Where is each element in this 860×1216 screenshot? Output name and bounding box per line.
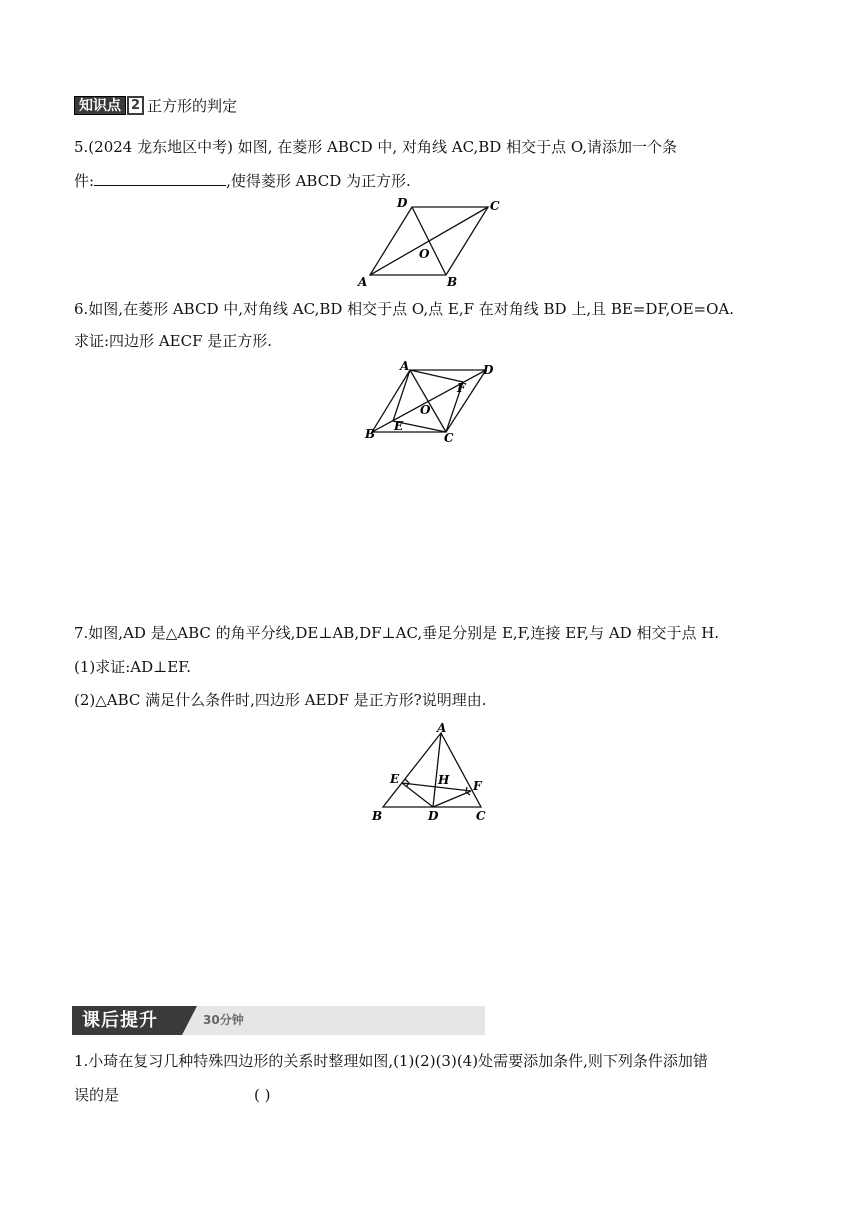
q7-label-d: D	[428, 809, 439, 823]
q6-label-a: A	[400, 359, 410, 373]
q7-label-c: C	[476, 809, 486, 823]
q5-label-d: D	[397, 196, 408, 210]
q6-label-e: E	[394, 419, 404, 433]
q5-label-c: C	[490, 199, 500, 213]
q6-label-f: F	[457, 381, 466, 395]
after-q1-line2	[74, 1085, 119, 1105]
q7-triangle-abc	[383, 733, 481, 807]
section-title: 课后提升	[82, 1010, 158, 1031]
q7-segment-ad	[433, 733, 441, 807]
q7-line2: (1)求证:AD⊥EF.	[74, 658, 192, 676]
knowledge-point-number: 2	[127, 96, 144, 115]
q7-line3: (2)△ABC 满足什么条件时,四边形 AEDF 是正方形?说明理由.	[74, 691, 487, 709]
q6-label-d: D	[483, 363, 494, 377]
q5-line2	[74, 171, 411, 191]
q7-label-b: B	[372, 809, 383, 823]
q7-figure	[362, 720, 502, 826]
q6-label-o: O	[420, 403, 431, 417]
after-q1-line2-text: 误的是	[74, 1086, 120, 1104]
q5-figure	[350, 196, 510, 288]
q5-answer-blank	[94, 171, 226, 186]
q5-label-b: B	[447, 275, 458, 288]
q7-label-e: E	[390, 772, 400, 786]
q6-line1: 6.如图,在菱形 ABCD 中,对角线 AC,BD 相交于点 O,点 E,F 在对角线 BD 上,且 BE=DF,OE=OA.	[74, 300, 735, 318]
knowledge-point-header	[74, 95, 237, 115]
after-q1-line1: 1.小琦在复习几种特殊四边形的关系时整理如图,(1)(2)(3)(4)处需要添加条件,则下列条件添加错	[74, 1052, 708, 1070]
after-q1-answer-paren: ( )	[254, 1086, 271, 1104]
q6-figure	[360, 358, 500, 444]
q7-segment-ef	[402, 783, 471, 791]
q5-line2-suffix: ,使得菱形 ABCD 为正方形.	[226, 172, 411, 190]
q6-line2: 求证:四边形 AECF 是正方形.	[74, 332, 273, 350]
section-time: 30分钟	[203, 1013, 244, 1027]
q5-label-o: O	[419, 247, 430, 261]
section-header	[72, 1006, 485, 1035]
q6-label-b: B	[365, 427, 376, 441]
q7-label-a: A	[437, 721, 447, 735]
q7-label-h: H	[438, 773, 450, 787]
q5-diagonal-bd	[412, 207, 446, 275]
q7-line1: 7.如图,AD 是△ABC 的角平分线,DE⊥AB,DF⊥AC,垂足分别是 E,F,连接 EF,与 AD 相交于点 H.	[74, 624, 720, 642]
q5-line1: 5.(2024 龙东地区中考) 如图, 在菱形 ABCD 中, 对角线 AC,BD 相交于点 O,请添加一个条	[74, 138, 678, 156]
q6-diagonal-ac	[410, 370, 446, 432]
knowledge-point-title: 正方形的判定	[147, 96, 238, 115]
q7-label-f: F	[473, 779, 482, 793]
q6-label-c: C	[444, 431, 454, 444]
q5-label-a: A	[358, 275, 368, 288]
q6-diagonal-bd	[372, 370, 486, 432]
q7-segment-df	[433, 791, 471, 807]
q5-line2-prefix: 件:	[74, 172, 95, 190]
knowledge-point-label: 知识点	[74, 96, 126, 115]
